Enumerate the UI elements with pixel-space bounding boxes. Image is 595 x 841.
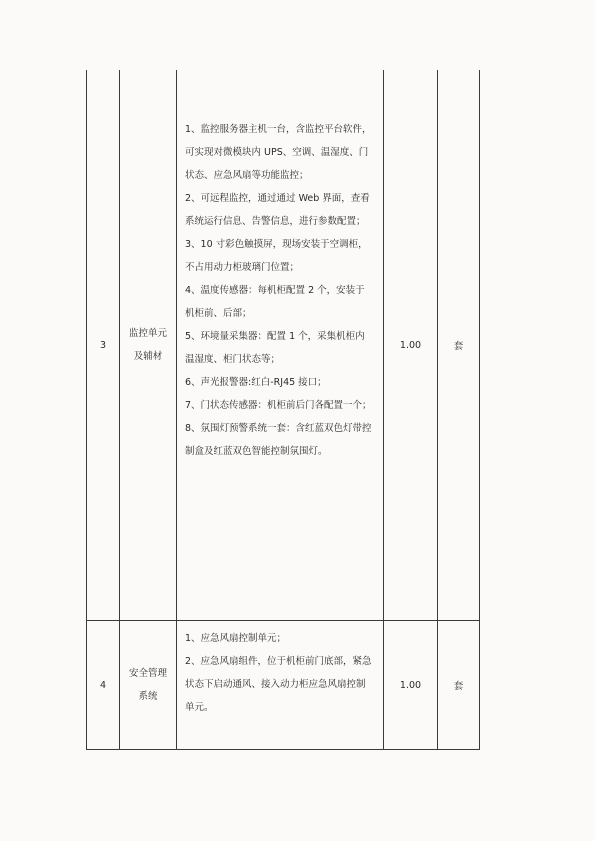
row-unit-text: 套 [453,681,464,692]
desc-line: 3、10 寸彩色触摸屏，现场安装于空调柜， [185,239,368,250]
equipment-table [86,70,480,750]
row-name-line: 安全管理 [128,668,167,679]
desc-line: 1、监控服务器主机一台，含监控平台软件， [185,124,372,135]
desc-line: 7、门状态传感器：机柜前后门各配置一个； [185,400,372,411]
row-name-line: 系统 [138,691,158,702]
table-row-quantity [384,70,437,620]
row-index-text: 3 [99,339,107,351]
row-name-line: 及辅材 [133,351,163,362]
desc-line: 温湿度、柜门状态等； [185,354,281,365]
desc-line: 1、应急风扇控制单元； [185,633,287,644]
desc-line: 不占用动力柜玻璃门位置； [185,262,300,273]
table-row-description [177,118,383,463]
desc-line: 可实现对微模块内 UPS、空调、温湿度、门 [185,147,369,158]
table-row-name [120,621,176,749]
grid-line [86,749,480,750]
desc-line: 5、环境量采集器：配置 1 个，采集机柜内 [185,331,365,342]
table-row-index [87,621,119,749]
desc-line: 4、温度传感器：每机柜配置 2 个，安装于 [185,285,365,296]
table-row-index [87,70,119,620]
desc-line: 状态下启动通风、接入动力柜应急风扇控制 [185,679,366,690]
desc-line: 机柜前、后部； [185,308,252,319]
table-row-name [120,70,176,620]
grid-line [479,70,480,750]
row-unit-text: 套 [453,341,464,352]
desc-line: 6、声光报警器:红白-RJ45 接口； [185,377,327,388]
table-row-description [177,627,383,719]
row-name-line: 监控单元 [128,328,167,339]
table-row-quantity [384,621,437,749]
table-row-unit [438,621,479,749]
desc-line: 2、应急风扇组件，位于机柜前门底部，紧急 [185,656,372,667]
desc-line: 2、可远程监控，通过通过 Web 界面，查看 [185,193,370,204]
desc-line: 状态、应急风扇等功能监控； [185,170,309,181]
row-quantity-text: 1.00 [399,679,422,691]
desc-line: 制盒及红蓝双色智能控制氛围灯。 [185,446,328,457]
row-quantity-text: 1.00 [399,339,422,351]
row-index-text: 4 [99,679,107,691]
table-row-unit [438,70,479,620]
desc-line: 8、氛围灯预警系统一套：含红蓝双色灯带控 [185,423,372,434]
desc-line: 系统运行信息、告警信息，进行参数配置； [185,216,366,227]
desc-line: 单元。 [185,702,214,713]
